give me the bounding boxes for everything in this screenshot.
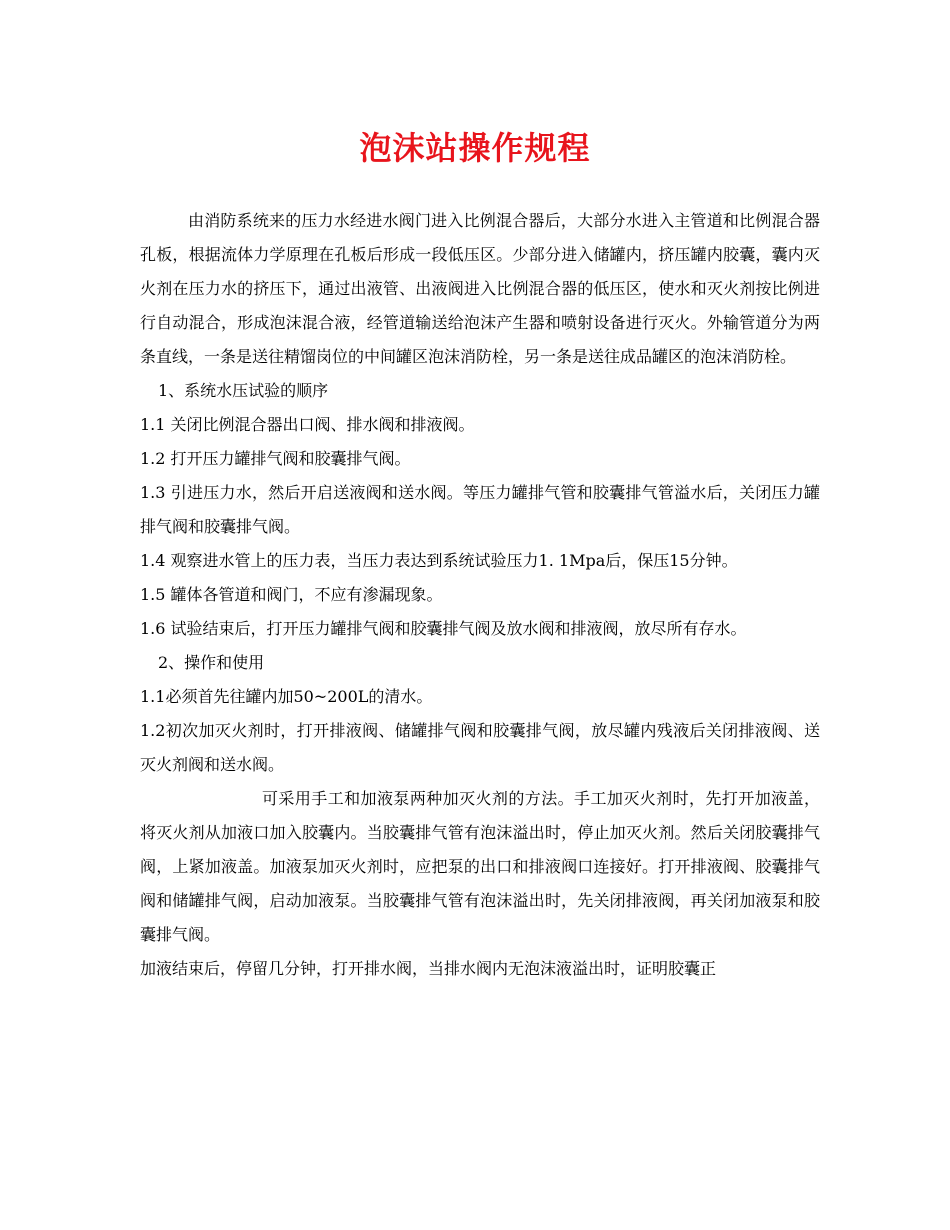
- step-paragraph: 1.3 引进压力水，然后开启送液阀和送水阀。等压力罐排气管和胶囊排气管溢水后，关闭压力罐排气阀和胶囊排气阀。: [140, 483, 820, 536]
- step-paragraph: 1.6 试验结束后，打开压力罐排气阀和胶囊排气阀及放水阀和排液阀，放尽所有存水。: [140, 619, 747, 638]
- step-paragraph: 1.2 打开压力罐排气阀和胶囊排气阀。: [140, 449, 411, 468]
- document-body: [140, 204, 820, 986]
- method-paragraph: 可采用手工和加液泵两种加灭火剂的方法。手工加灭火剂时，先打开加液盖，将灭火剂从加液口加入胶囊内。当胶囊排气管有泡沫溢出时，停止加灭火剂。然后关闭胶囊排气阀，上紧加液盖。加液泵加灭火剂时，应把泵的出口和排液阀口连接好。打开排液阀、胶囊排气阀和储罐排气阀，启动加液泵。当胶囊排气管有泡沫溢出时，先关闭排液阀，再关闭加液泵和胶囊排气阀。: [140, 789, 820, 944]
- document-title: 泡沫站操作规程: [359, 129, 591, 167]
- section-heading-pressure-test: 1、系统水压试验的顺序: [158, 381, 329, 400]
- step-paragraph: 1.1 关闭比例混合器出口阀、排水阀和排液阀。: [140, 415, 475, 434]
- closing-paragraph: 加液结束后，停留几分钟，打开排水阀，当排水阀内无泡沫液溢出时，证明胶囊正: [140, 959, 717, 978]
- intro-paragraph: 由消防系统来的压力水经进水阀门进入比例混合器后，大部分水进入主管道和比例混合器孔板，根据流体力学原理在孔板后形成一段低压区。少部分进入储罐内，挤压罐内胶囊，囊内灭火剂在压力水的挤压下，通过出液管、出液阀进入比例混合器的低压区，使水和灭火剂按比例进行自动混合，形成泡沫混合液，经管道输送给泡沫产生器和喷射设备进行灭火。外输管道分为两条直线，一条是送往精馏岗位的中间罐区泡沫消防栓，另一条是送往成品罐区的泡沫消防栓。: [140, 211, 820, 366]
- step-paragraph: 1.4 观察进水管上的压力表，当压力表达到系统试验压力1. 1Mpa后，保压15分钟。: [140, 551, 738, 570]
- step-paragraph: 1.5 罐体各管道和阀门，不应有渗漏现象。: [140, 585, 443, 604]
- step-paragraph: 1.1必须首先往罐内加50~200L的清水。: [140, 687, 433, 706]
- section-heading-operation: 2、操作和使用: [158, 653, 265, 672]
- step-paragraph: 1.2初次加灭火剂时，打开排液阀、储罐排气阀和胶囊排气阀，放尽罐内残液后关闭排液阀、送灭火剂阀和送水阀。: [140, 721, 820, 774]
